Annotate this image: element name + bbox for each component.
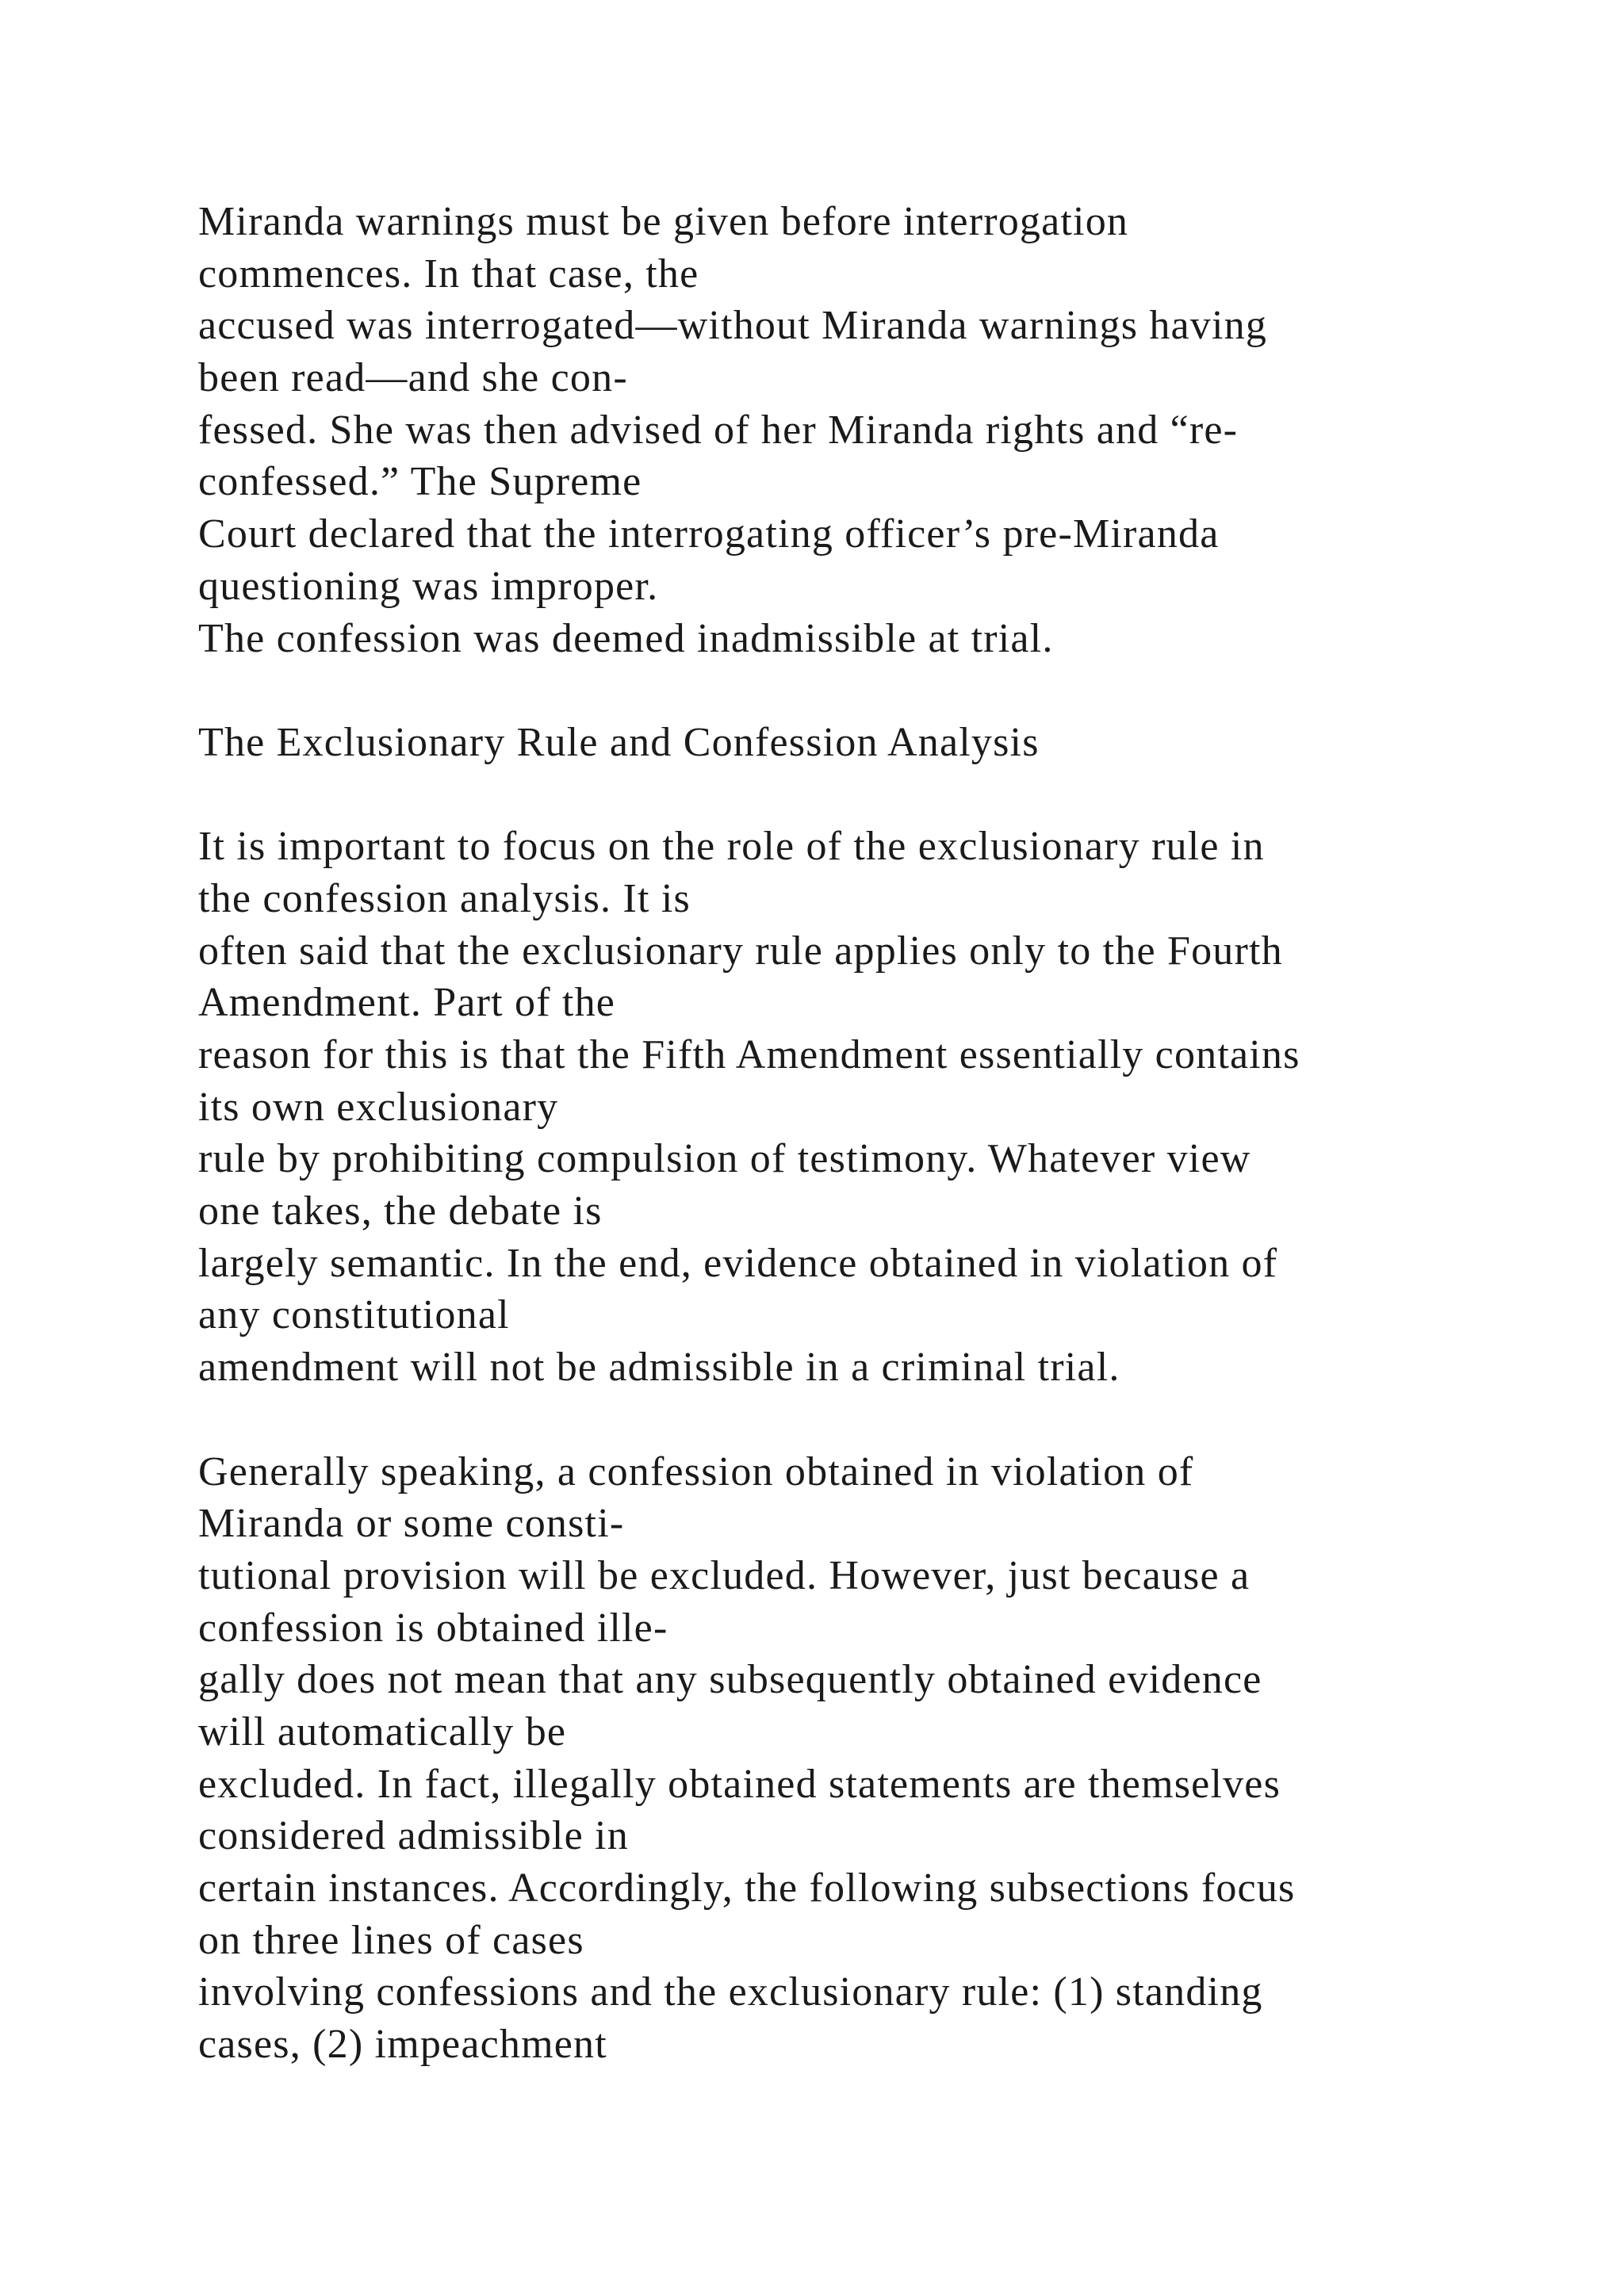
text-line: any constitutional: [198, 1292, 510, 1338]
paragraph-exclusionary-rule: [198, 821, 1546, 1394]
text-line: Miranda warnings must be given before interrogation: [198, 199, 1129, 244]
text-line: accused was interrogated—without Miranda warnings having: [198, 303, 1268, 349]
text-line: one takes, the debate is: [198, 1188, 603, 1234]
text-line: Generally speaking, a confession obtained in violation of: [198, 1448, 1194, 1494]
text-line: largely semantic. In the end, evidence obtained in violation of: [198, 1240, 1278, 1286]
paragraph-spacer: [198, 769, 1546, 821]
text-line: commences. In that case, the: [198, 251, 699, 297]
text-line: its own exclusionary: [198, 1084, 559, 1130]
text-line: excluded. In fact, illegally obtained statements are themselves: [198, 1761, 1281, 1807]
text-line: tutional provision will be excluded. However, just because a: [198, 1552, 1251, 1598]
text-line: often said that the exclusionary rule applies only to the Fourth: [198, 928, 1283, 974]
text-line: It is important to focus on the role of the exclusionary rule in: [198, 824, 1265, 870]
text-line: fessed. She was then advised of her Miranda rights and “re-: [198, 407, 1239, 453]
document-body: [198, 196, 1546, 2071]
text-line: Miranda or some consti-: [198, 1501, 625, 1547]
paragraph-confession-exclusion: [198, 1446, 1546, 2071]
text-line: cases, (2) impeachment: [198, 2022, 607, 2068]
section-heading: The Exclusionary Rule and Confession Analysis: [198, 719, 1040, 765]
text-line: Amendment. Part of the: [198, 980, 616, 1026]
text-line: on three lines of cases: [198, 1917, 584, 1963]
text-line: Court declared that the interrogating officer’s pre-Miranda: [198, 511, 1220, 557]
text-line: questioning was improper.: [198, 563, 659, 609]
text-line: rule by prohibiting compulsion of testimony. Whatever view: [198, 1136, 1251, 1182]
text-line: confession is obtained ille-: [198, 1605, 668, 1651]
text-line: The confession was deemed inadmissible at trial.: [198, 615, 1054, 661]
text-line: amendment will not be admissible in a criminal trial.: [198, 1345, 1120, 1391]
text-line: involving confessions and the exclusionary rule: (1) standing: [198, 1969, 1263, 2015]
text-line: will automatically be: [198, 1709, 567, 1755]
text-line: the confession analysis. It is: [198, 875, 691, 921]
text-line: been read—and she con-: [198, 355, 628, 401]
paragraph-spacer: [198, 664, 1546, 717]
text-line: considered admissible in: [198, 1813, 629, 1859]
text-line: confessed.” The Supreme: [198, 459, 642, 505]
paragraph-spacer: [198, 1394, 1546, 1446]
paragraph-miranda-warnings: [198, 196, 1546, 664]
text-line: reason for this is that the Fifth Amendment essentially contains: [198, 1032, 1300, 1077]
text-line: gally does not mean that any subsequently obtained evidence: [198, 1657, 1262, 1703]
text-line: certain instances. Accordingly, the following subsections focus: [198, 1866, 1296, 1911]
